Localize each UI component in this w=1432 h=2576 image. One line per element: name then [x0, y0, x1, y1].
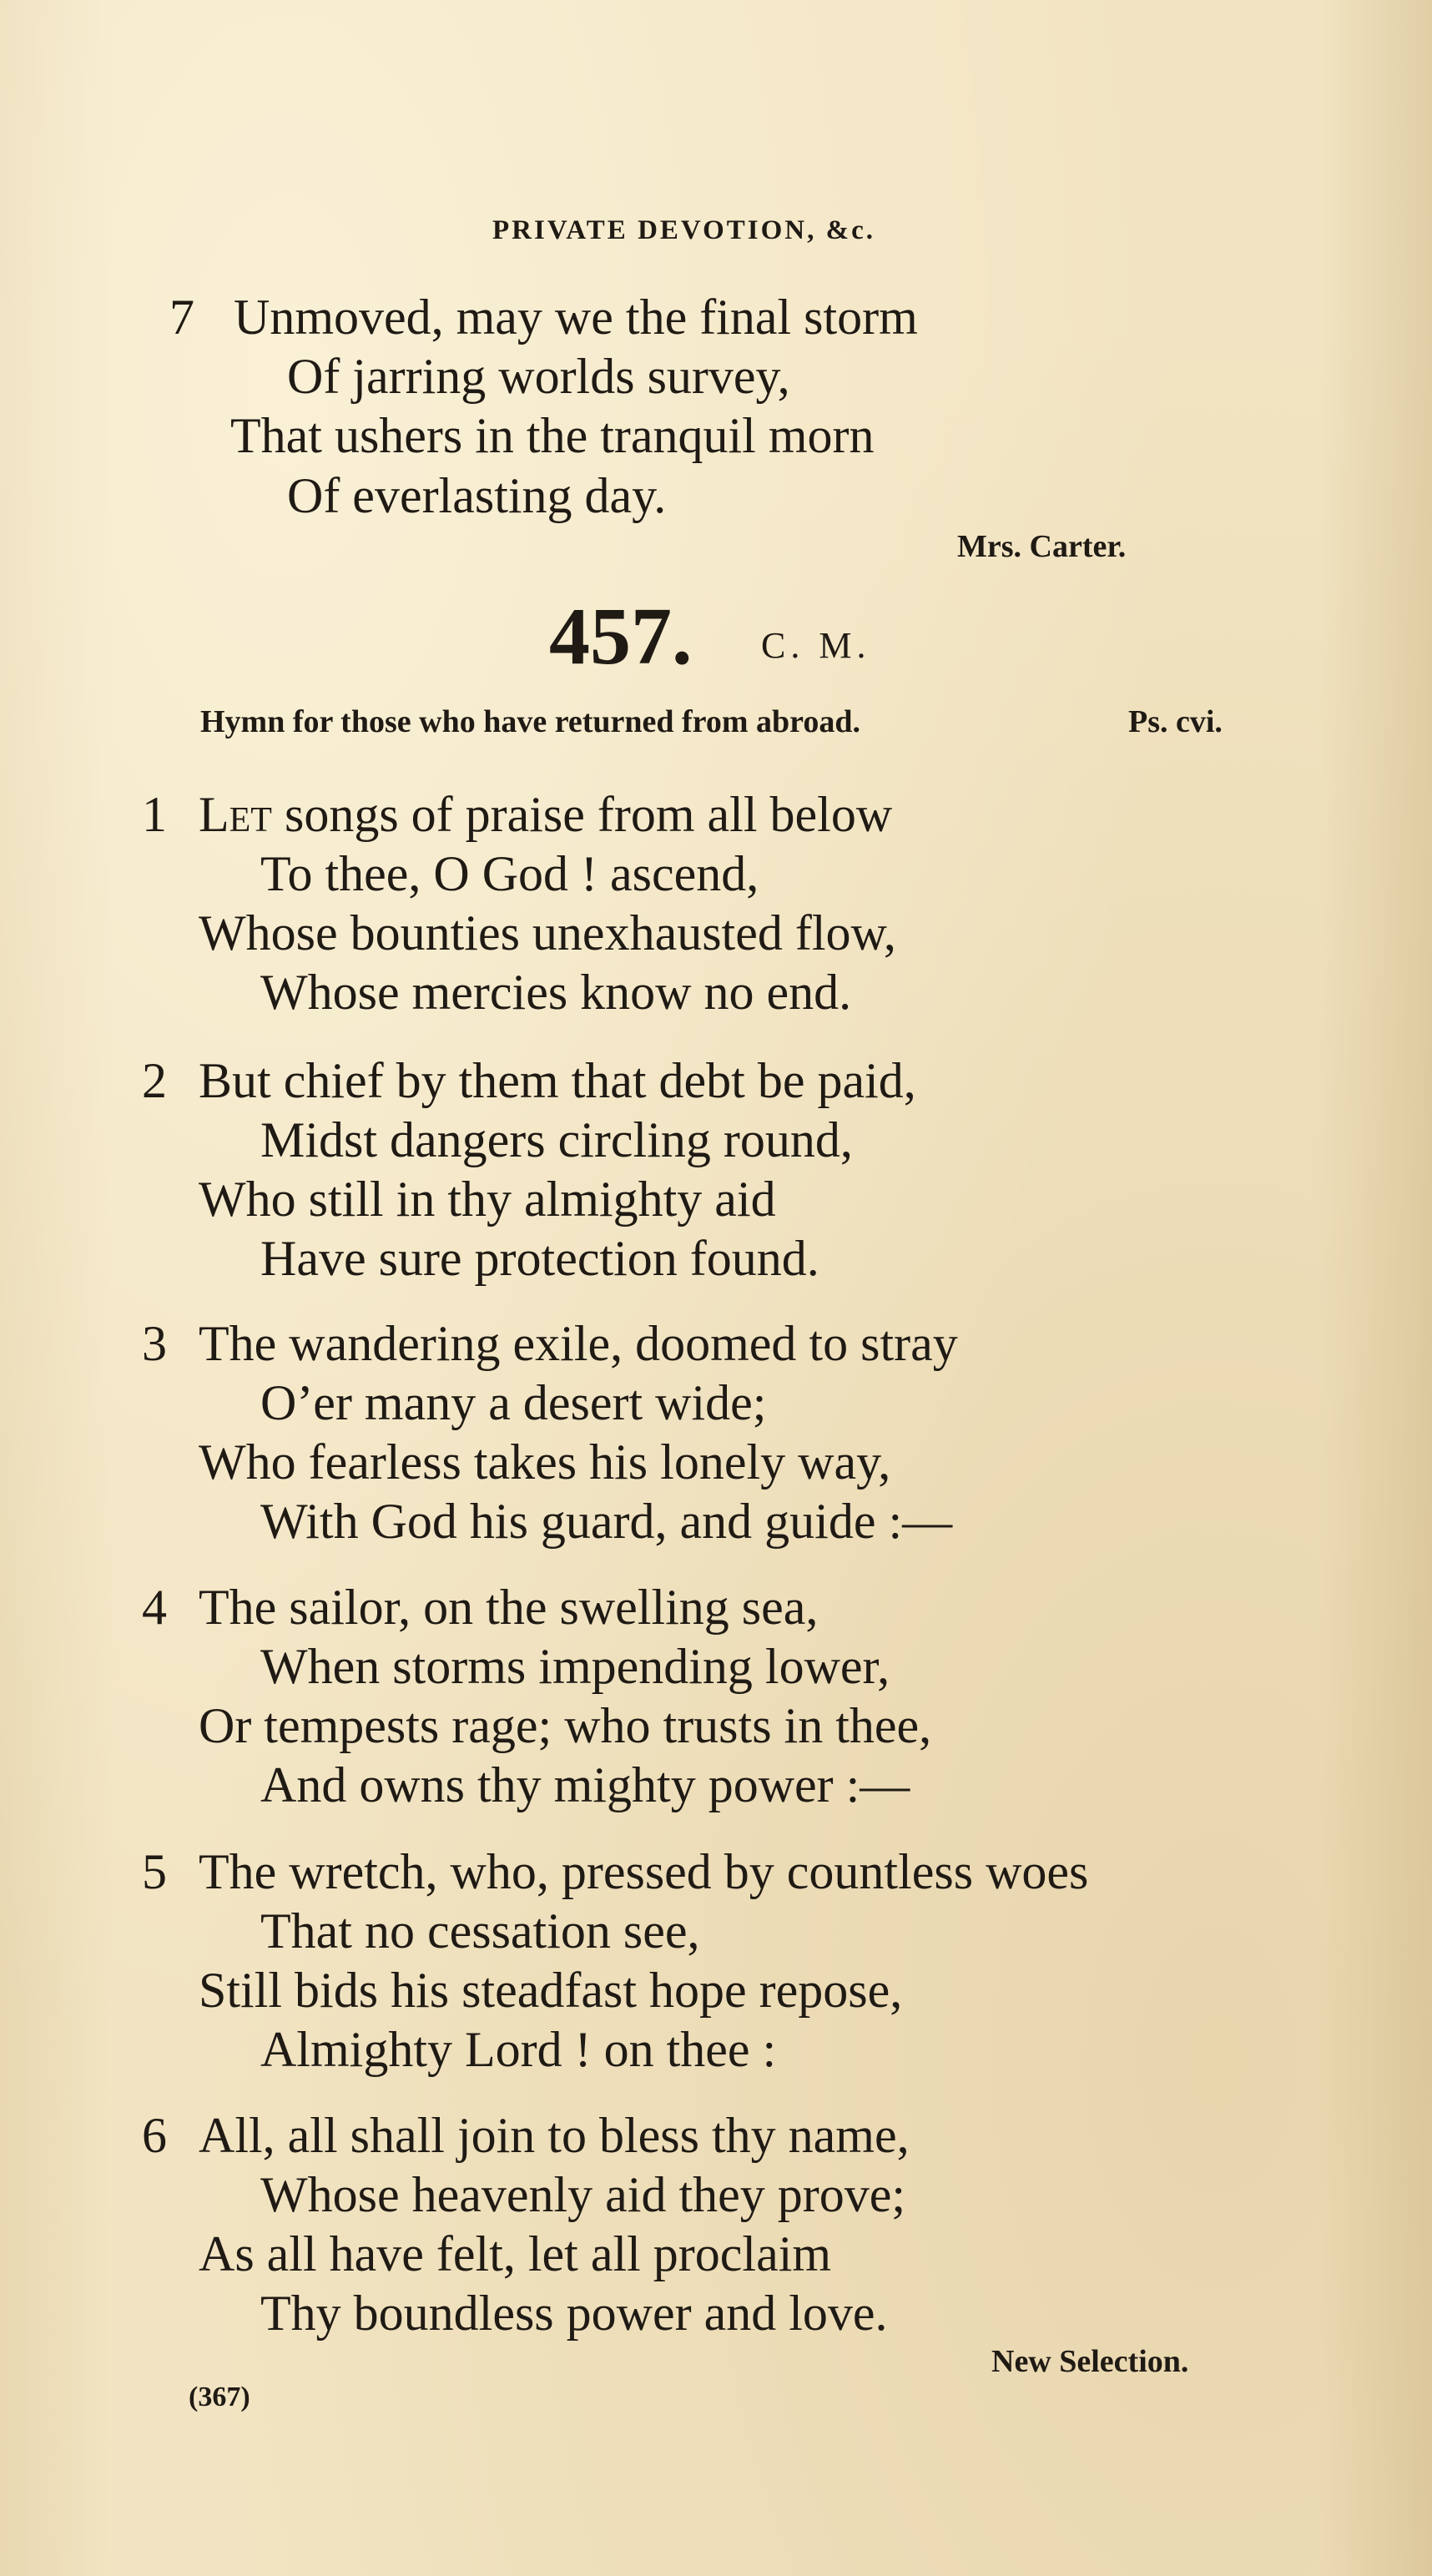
verse-line: Who still in thy almighty aid [199, 1172, 776, 1227]
prev-hymn-author: Mrs. Carter. [957, 529, 1127, 564]
verse-line: Whose bounties unexhausted flow, [199, 905, 896, 960]
stanza-number: 2 [142, 1053, 167, 1108]
verse-line: And owns thy mighty power :— [260, 1757, 910, 1812]
running-head: PRIVATE DEVOTION, &c. [492, 215, 875, 245]
verse-line: With God his guard, and guide :— [260, 1494, 953, 1549]
verse-line: The wandering exile, doomed to stray [199, 1316, 958, 1371]
verse-line: As all have felt, let all proclaim [199, 2226, 832, 2281]
hymn-title: Hymn for those who have returned from abroad. [200, 704, 860, 739]
hymn-psalm-reference: Ps. cvi. [1128, 704, 1223, 739]
verse-line: Thy boundless power and love. [260, 2286, 888, 2341]
verse-line: To thee, O God ! ascend, [260, 846, 759, 901]
verse-line: That no cessation see, [260, 1903, 700, 1958]
verse-line: Have sure protection found. [260, 1231, 819, 1286]
verse-line: That ushers in the tranquil morn [230, 408, 875, 463]
stanza-number: 4 [142, 1580, 167, 1635]
verse-line: O’er many a desert wide; [260, 1375, 767, 1430]
verse-line: The wretch, who, pressed by countless woes [199, 1844, 1089, 1899]
hymn-number: 457. [549, 592, 693, 682]
verse-line: Midst dangers circling round, [260, 1112, 853, 1167]
stanza-number: 6 [142, 2108, 167, 2163]
stanza-number: 7 [169, 290, 194, 345]
verse-line: Still bids his steadfast hope repose, [199, 1963, 903, 2018]
verse-line: Or tempests rage; who trusts in thee, [199, 1698, 932, 1753]
page-number: (367) [189, 2382, 250, 2412]
verse-line: Almighty Lord ! on thee : [260, 2022, 777, 2077]
verse-line: Whose heavenly aid they prove; [260, 2167, 906, 2222]
verse-line: Let songs of praise from all below [199, 787, 893, 842]
verse-line: Who fearless takes his lonely way, [199, 1434, 891, 1490]
verse-line: Of jarring worlds survey, [287, 349, 790, 404]
verse-line: Unmoved, may we the final storm [234, 290, 918, 345]
verse-line: Of everlasting day. [287, 468, 667, 523]
verse-line: Whose mercies know no end. [260, 965, 852, 1020]
stanza-number: 5 [142, 1844, 167, 1899]
verse-line: All, all shall join to bless thy name, [199, 2108, 910, 2163]
stanza-number: 3 [142, 1316, 167, 1371]
verse-line: When storms impending lower, [260, 1639, 890, 1694]
hymn-source: New Selection. [991, 2344, 1189, 2379]
verse-line: But chief by them that debt be paid, [199, 1053, 916, 1108]
hymn-meter: C. M. [761, 625, 871, 666]
stanza-number: 1 [142, 787, 167, 842]
verse-lead-word: Let [199, 787, 272, 842]
verse-line: The sailor, on the swelling sea, [199, 1580, 819, 1635]
